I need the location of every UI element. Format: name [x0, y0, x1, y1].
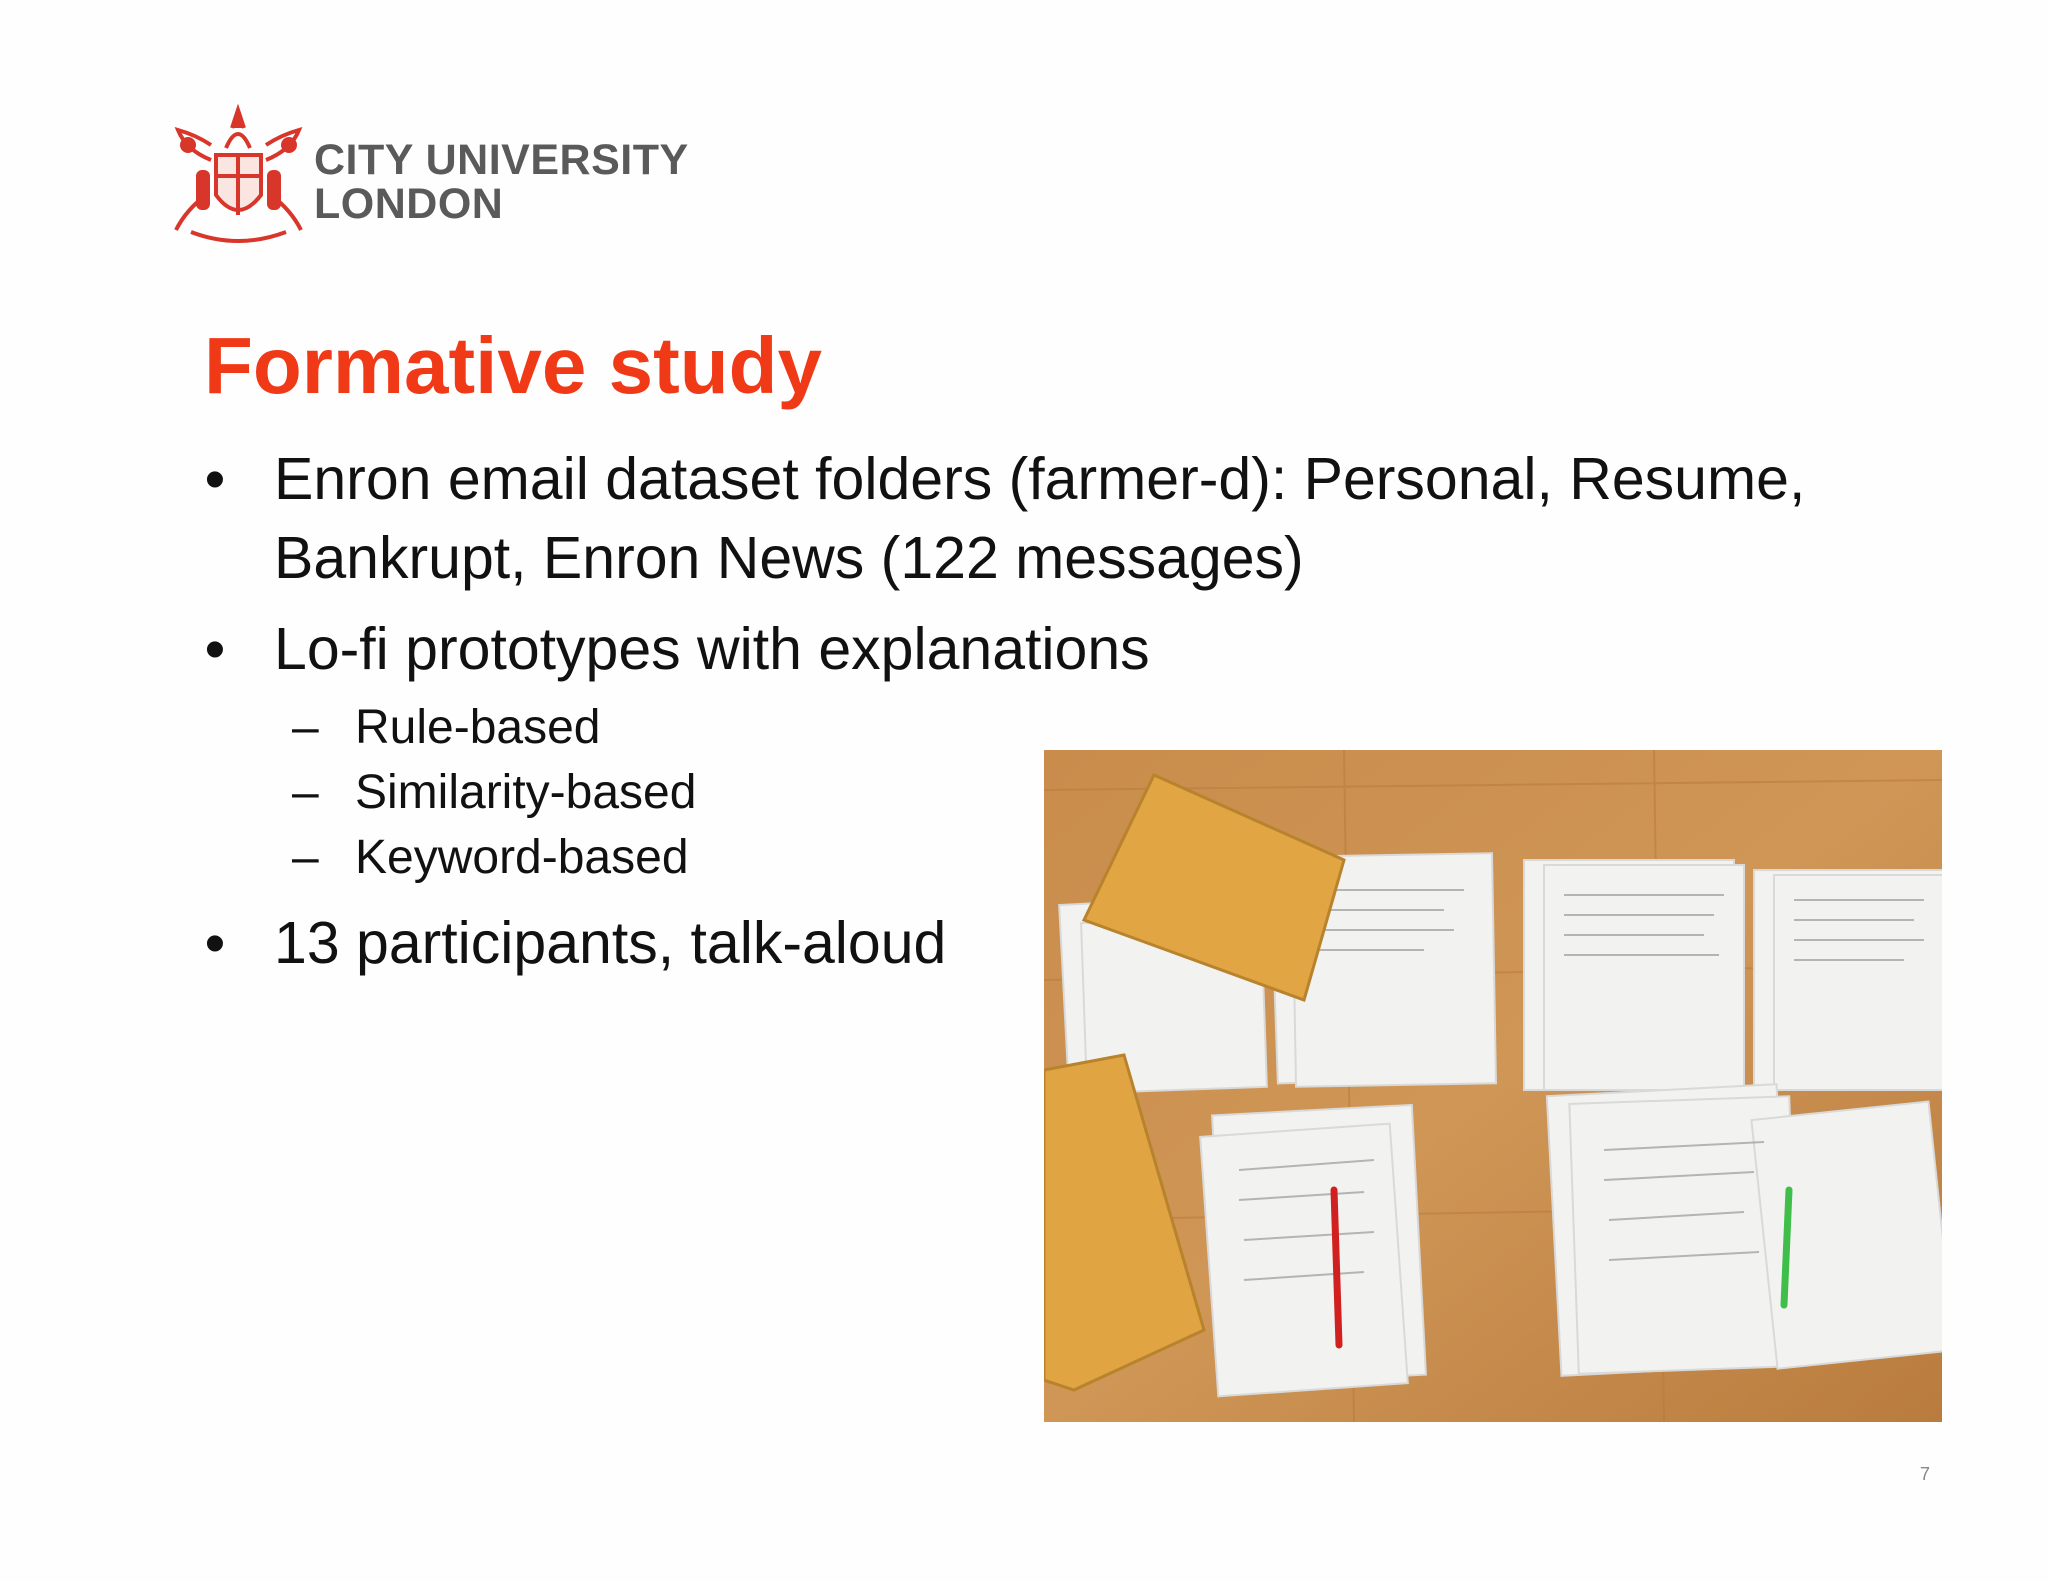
bullet-dot-icon: •	[204, 910, 226, 976]
sub-bullet-dash-icon: –	[292, 766, 319, 819]
bullet-text: 13 participants, talk-aloud	[274, 910, 947, 976]
bullet-text: Enron email dataset folders (farmer-d): Personal, Resume, Bankrupt, Enron News (122 messages)	[274, 446, 1806, 591]
bullet-dot-icon: •	[204, 616, 226, 682]
bullet-dot-icon: •	[204, 446, 226, 512]
sub-bullet-dash-icon: –	[292, 701, 319, 754]
paper-prototypes-photo	[1044, 750, 1942, 1422]
bullet-text: Lo-fi prototypes with explanations	[274, 616, 1150, 682]
bullet-item	[200, 440, 1920, 598]
university-name-line1: CITY UNIVERSITY	[314, 136, 689, 184]
sub-bullet-dash-icon: –	[292, 831, 319, 884]
slide-title: Formative study	[204, 321, 822, 410]
sub-bullet-text: Keyword-based	[355, 831, 689, 884]
page-number: 7	[1920, 1464, 1931, 1484]
sub-bullet-text: Similarity-based	[355, 766, 697, 819]
city-university-crest-icon	[166, 100, 311, 245]
university-logo	[166, 100, 689, 245]
photo-illustration	[1044, 750, 1942, 1422]
university-name-line2: LONDON	[314, 180, 504, 228]
bullet-item	[200, 610, 1920, 689]
university-name	[314, 138, 689, 226]
sub-bullet-text: Rule-based	[355, 701, 601, 754]
